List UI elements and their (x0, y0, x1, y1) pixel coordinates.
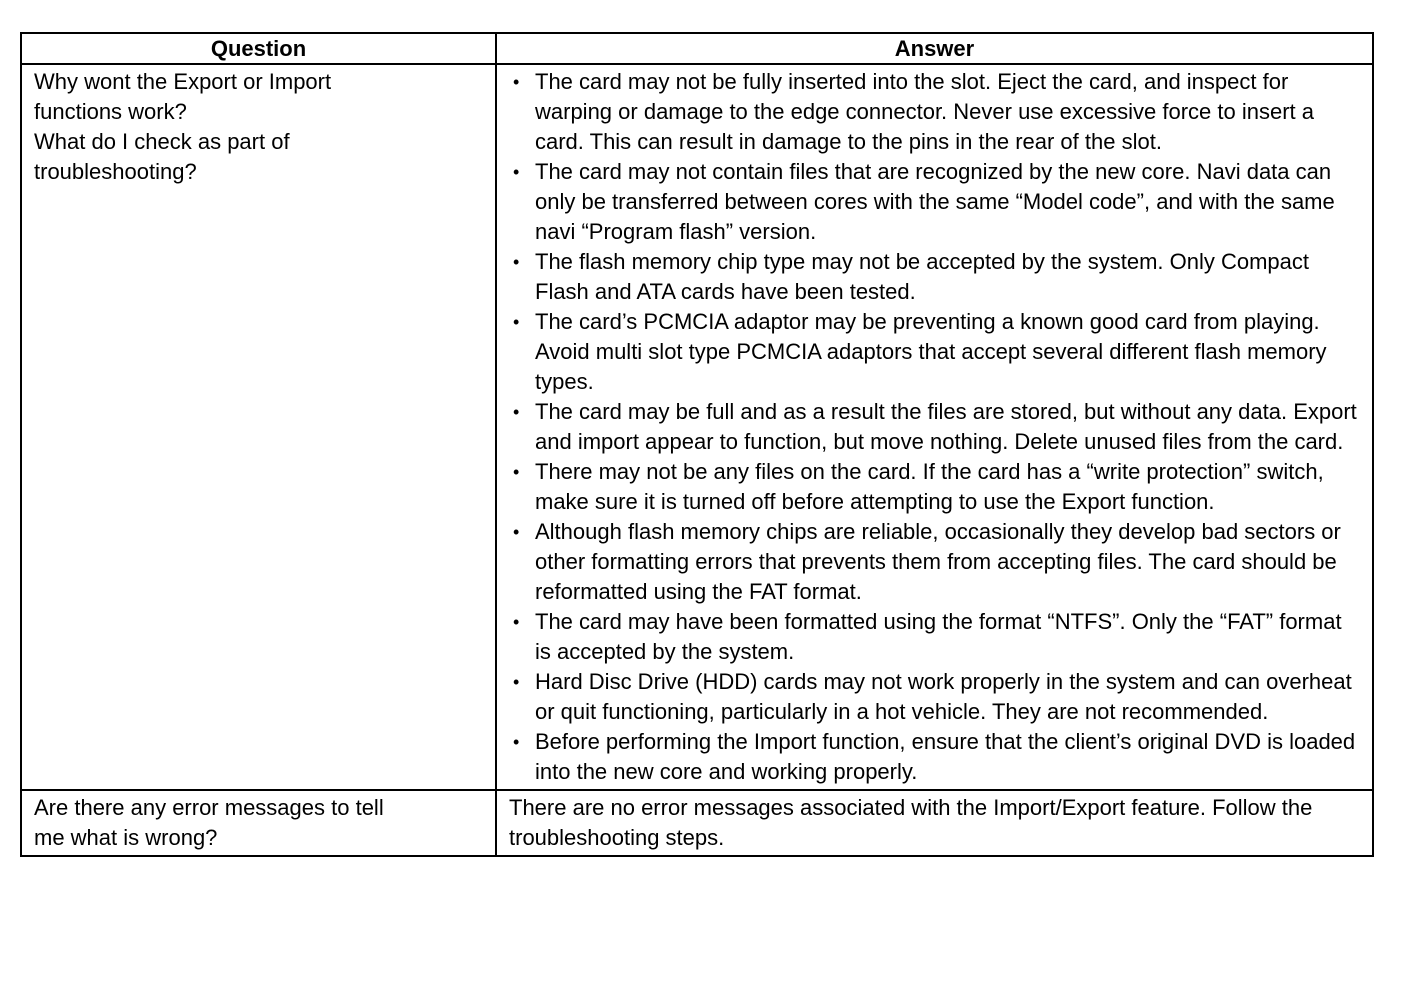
table-row (21, 790, 1373, 856)
bullet-icon: • (513, 252, 520, 272)
question-cell (21, 790, 496, 856)
answer-bullet (509, 307, 1362, 397)
answer-bullet (509, 607, 1362, 667)
question-cell (21, 64, 496, 790)
question-line: Are there any error messages to tell (34, 795, 384, 820)
answer-bullet-text: Although flash memory chips are reliable, occasionally they develop bad sectors or other formatting errors that prevents them from accepting files. The card should be reformatted using the FAT format. (535, 519, 1341, 604)
answer-bullet-list (509, 67, 1362, 787)
bullet-icon: • (513, 72, 520, 92)
bullet-icon: • (513, 672, 520, 692)
answer-bullet-text: The flash memory chip type may not be accepted by the system. Only Compact Flash and ATA cards have been tested. (535, 249, 1310, 304)
answer-cell (496, 790, 1373, 856)
bullet-icon: • (513, 462, 520, 482)
bullet-icon: • (513, 312, 520, 332)
question-header: Question (21, 33, 496, 64)
answer-bullet-text: Before performing the Import function, ensure that the client’s original DVD is loaded into the new core and working properly. (535, 729, 1356, 784)
bullet-icon: • (513, 402, 520, 422)
bullet-icon: • (513, 162, 520, 182)
answer-bullet (509, 397, 1362, 457)
table-row (21, 64, 1373, 790)
answer-bullet-text: The card’s PCMCIA adaptor may be preventing a known good card from playing. Avoid multi slot type PCMCIA adaptors that accept several different flash memory types. (535, 309, 1327, 394)
answer-bullet (509, 157, 1362, 247)
bullet-icon: • (513, 732, 520, 752)
answer-header: Answer (496, 33, 1373, 64)
answer-bullet-text: The card may not be fully inserted into the slot. Eject the card, and inspect for warping or damage to the edge connector. Never use excessive force to insert a card. This can result in damage to the pins in the rear of the slot. (535, 69, 1314, 154)
answer-bullet-text: The card may not contain files that are recognized by the new core. Navi data can only be transferred between cores with the same “Model code”, and with the same navi “Program flash” version. (535, 159, 1335, 244)
bullet-icon: • (513, 612, 520, 632)
answer-bullet (509, 247, 1362, 307)
answer-cell (496, 64, 1373, 790)
answer-bullet (509, 727, 1362, 787)
bullet-icon: • (513, 522, 520, 542)
question-line: me what is wrong? (34, 825, 218, 850)
question-line: troubleshooting? (34, 159, 197, 184)
faq-table (20, 32, 1374, 857)
answer-bullet-text: Hard Disc Drive (HDD) cards may not work properly in the system and can overheat or quit functioning, particularly in a hot vehicle. They are not recommended. (535, 669, 1352, 724)
answer-bullet (509, 67, 1362, 157)
answer-text: There are no error messages associated with the Import/Export feature. Follow the troubleshooting steps. (509, 795, 1313, 850)
question-line: Why wont the Export or Import (34, 69, 332, 94)
header-row (21, 33, 1373, 64)
answer-bullet-text: There may not be any files on the card. If the card has a “write protection” switch, make sure it is turned off before attempting to use the Export function. (535, 459, 1324, 514)
answer-bullet-text: The card may have been formatted using the format “NTFS”. Only the “FAT” format is accepted by the system. (535, 609, 1342, 664)
answer-bullet (509, 667, 1362, 727)
question-line: functions work? (34, 99, 187, 124)
answer-bullet (509, 517, 1362, 607)
question-line: What do I check as part of (34, 129, 290, 154)
answer-bullet (509, 457, 1362, 517)
answer-bullet-text: The card may be full and as a result the files are stored, but without any data. Export and import appear to function, but move nothing. Delete unused files from the card. (535, 399, 1357, 454)
